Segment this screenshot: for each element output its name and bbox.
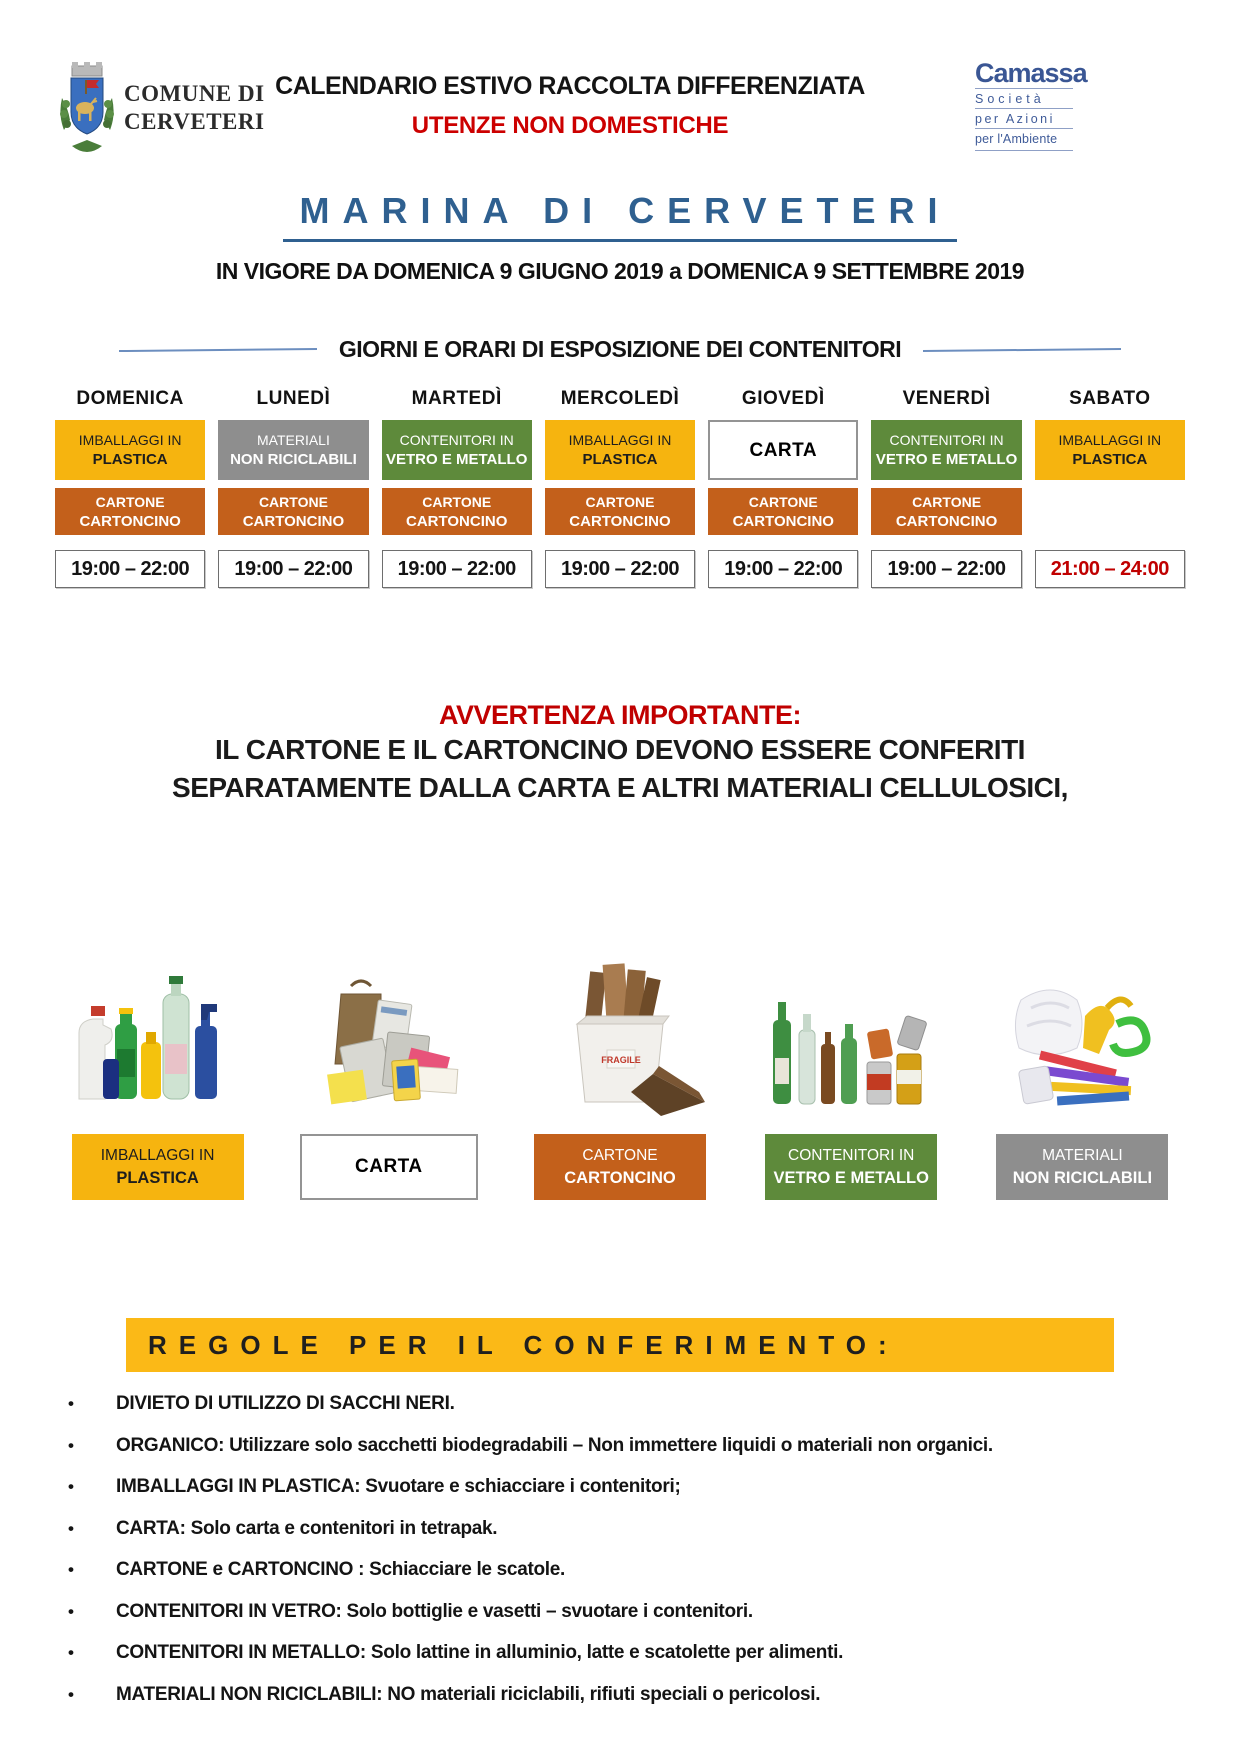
- waste-label-line1: CARTONE: [912, 493, 982, 510]
- legend-item-cartone: [512, 866, 727, 1200]
- waste-box: [708, 420, 858, 480]
- day-name: MARTEDÌ: [411, 388, 502, 409]
- waste-label-line1: CARTONE: [585, 493, 655, 510]
- time-box: 19:00 – 22:00: [708, 550, 858, 588]
- waste-label-line2: VETRO E METALLO: [875, 451, 1018, 468]
- day-name: SABATO: [1069, 388, 1151, 409]
- legend-item-non-riciclabili: [975, 866, 1190, 1200]
- commune-line2: CERVETERI: [124, 109, 265, 134]
- rule-item: • CONTENITORI IN METALLO: Solo lattine in alluminio, latte e scatolette per alimenti.: [60, 1641, 1180, 1665]
- document-header: [230, 72, 910, 140]
- waste-label-line2: CARTONCINO: [242, 512, 345, 530]
- schedule-column-giovedi: [708, 388, 858, 588]
- waste-label-line1: CARTONE: [95, 493, 165, 510]
- day-name: MERCOLEDÌ: [560, 388, 680, 409]
- legend-label-line2: VETRO E METALLO: [773, 1169, 929, 1187]
- legend-item-plastica: [50, 866, 265, 1200]
- schedule-column-domenica: [55, 388, 205, 588]
- non-recyclable-materials-photo: [987, 866, 1177, 1124]
- waste-legend: [50, 866, 1190, 1200]
- waste-label-line2: PLASTICA: [582, 451, 658, 468]
- header-title: CALENDARIO ESTIVO RACCOLTA DIFFERENZIATA: [275, 72, 865, 100]
- schedule-column-martedi: [382, 388, 532, 588]
- waste-box: [871, 420, 1021, 480]
- time-box: 21:00 – 24:00: [1035, 550, 1185, 588]
- cartone-box: [55, 488, 205, 535]
- schedule-column-venerdi: [871, 388, 1021, 588]
- rule-item: • CARTA: Solo carta e contenitori in tetrapak.: [60, 1517, 1180, 1541]
- waste-label-line2: CARTONCINO: [895, 512, 998, 530]
- waste-box: [55, 420, 205, 480]
- rule-item: • CARTONE e CARTONCINO : Schiacciare le scatole.: [60, 1558, 1180, 1582]
- camassa-logo: [975, 58, 1087, 151]
- decorative-line-left: [119, 347, 317, 351]
- cartone-box: [545, 488, 695, 535]
- rule-item: • DIVIETO DI UTILIZZO DI SACCHI NERI.: [60, 1392, 1180, 1416]
- schedule-column-sabato: [1035, 388, 1185, 588]
- rule-item: • CONTENITORI IN VETRO: Solo bottiglie e vasetti – svuotare i contenitori.: [60, 1600, 1180, 1624]
- camassa-line3: per l'Ambiente: [975, 128, 1073, 151]
- schedule-column-mercoledi: [545, 388, 695, 588]
- legend-label: [300, 1134, 478, 1200]
- legend-label: [996, 1134, 1168, 1200]
- waste-label-line2: CARTONCINO: [406, 512, 508, 530]
- legend-label-line1: CARTONE: [582, 1147, 658, 1164]
- waste-label-line1: CARTONE: [422, 493, 492, 510]
- commune-line1: COMUNE DI: [124, 81, 265, 106]
- waste-label-line1: IMBALLAGGI IN: [568, 432, 672, 448]
- day-name: GIOVEDÌ: [741, 388, 825, 409]
- rules-banner: [126, 1318, 1114, 1372]
- day-name: DOMENICA: [76, 388, 184, 409]
- legend-item-carta: [281, 866, 496, 1200]
- waste-label-line2: CARTA: [749, 439, 818, 461]
- page-title-wrap: [0, 190, 1240, 242]
- legend-label: [534, 1134, 706, 1200]
- cardboard-box-photo: [525, 866, 715, 1124]
- svg-text:FRAGILE: FRAGILE: [601, 1055, 641, 1065]
- waste-label-line1: IMBALLAGGI IN: [78, 432, 182, 448]
- waste-label-line1: MATERIALI: [256, 432, 330, 448]
- waste-label-line2: PLASTICA: [1072, 451, 1148, 468]
- section-title: GIORNI E ORARI DI ESPOSIZIONE DEI CONTENITORI: [338, 336, 902, 362]
- glass-metal-containers-photo: [751, 866, 951, 1124]
- time-box: 19:00 – 22:00: [871, 550, 1021, 588]
- time-box: 19:00 – 22:00: [382, 550, 532, 588]
- waste-box: [382, 420, 532, 480]
- schedule-table: [55, 388, 1185, 588]
- cartone-box: [382, 488, 532, 535]
- rules-title: REGOLE PER IL CONFERIMENTO:: [148, 1329, 899, 1360]
- waste-label-line2: CARTONCINO: [732, 512, 834, 530]
- legend-label: [765, 1134, 937, 1200]
- waste-label-line1: CONTENITORI IN: [399, 432, 514, 448]
- legend-label-line2: CARTONCINO: [564, 1169, 676, 1187]
- camassa-line2: per Azioni: [975, 108, 1073, 128]
- rule-item: • ORGANICO: Utilizzare solo sacchetti biodegradabili – Non immettere liquidi o materiali non organici.: [60, 1434, 1180, 1458]
- decorative-line-right: [923, 347, 1121, 351]
- waste-box: [1035, 420, 1185, 480]
- cartone-box: [871, 488, 1021, 535]
- legend-label: [72, 1134, 244, 1200]
- notice-line1: IL CARTONE E IL CARTONCINO DEVONO ESSERE CONFERITI: [215, 734, 1025, 765]
- legend-item-vetro-metallo: [744, 866, 959, 1200]
- legend-label-line1: CONTENITORI IN: [788, 1147, 915, 1164]
- time-box: 19:00 – 22:00: [545, 550, 695, 588]
- important-notice: [0, 700, 1240, 807]
- rules-list: [60, 1392, 1180, 1724]
- notice-title: AVVERTENZA IMPORTANTE:: [439, 700, 801, 730]
- paper-waste-photo: [289, 866, 489, 1124]
- waste-label-line2: CARTONCINO: [79, 512, 181, 530]
- waste-label-line1: CONTENITORI IN: [889, 432, 1004, 448]
- section-heading: [0, 336, 1240, 363]
- legend-label-line1: IMBALLAGGI IN: [100, 1147, 215, 1164]
- validity-period: IN VIGORE DA DOMENICA 9 GIUGNO 2019 a DOMENICA 9 SETTEMBRE 2019: [215, 258, 1025, 284]
- rule-item: • MATERIALI NON RICICLABILI: NO materiali riciclabili, rifiuti speciali o pericolosi.: [60, 1683, 1180, 1707]
- waste-label-line1: CARTONE: [258, 493, 328, 510]
- camassa-brand: Camassa: [975, 58, 1087, 88]
- legend-label-line2: NON RICICLABILI: [1012, 1169, 1153, 1187]
- day-name: LUNEDÌ: [256, 388, 331, 409]
- waste-box: [545, 420, 695, 480]
- page-title: MARINA DI CERVETERI: [283, 190, 956, 242]
- waste-label-line2: NON RICICLABILI: [230, 451, 357, 468]
- rule-item: • IMBALLAGGI IN PLASTICA: Svuotare e schiacciare i contenitori;: [60, 1475, 1180, 1499]
- legend-label-line2: PLASTICA: [116, 1169, 199, 1187]
- notice-line2: SEPARATAMENTE DALLA CARTA E ALTRI MATERIALI CELLULOSICI,: [172, 772, 1068, 803]
- waste-label-line1: IMBALLAGGI IN: [1058, 432, 1162, 448]
- cartone-box: [218, 488, 368, 535]
- legend-label-line1: MATERIALI: [1042, 1147, 1123, 1164]
- camassa-line1: Società: [975, 88, 1073, 108]
- waste-label-line1: CARTONE: [748, 493, 818, 510]
- waste-label-line2: CARTONCINO: [569, 512, 671, 530]
- waste-label-line2: VETRO E METALLO: [386, 451, 528, 468]
- header-subtitle: UTENZE NON DOMESTICHE: [411, 112, 729, 139]
- legend-label-line2: CARTA: [355, 1156, 423, 1177]
- day-name: VENERDÌ: [902, 388, 991, 409]
- waste-label-line2: PLASTICA: [92, 451, 168, 468]
- time-box: 19:00 – 22:00: [55, 550, 205, 588]
- waste-box: [218, 420, 368, 480]
- time-box: 19:00 – 22:00: [218, 550, 368, 588]
- plastic-packaging-photo: [63, 866, 253, 1124]
- cerveteri-crest-logo: [58, 60, 116, 160]
- cartone-box: [708, 488, 858, 535]
- schedule-column-lunedi: [218, 388, 368, 588]
